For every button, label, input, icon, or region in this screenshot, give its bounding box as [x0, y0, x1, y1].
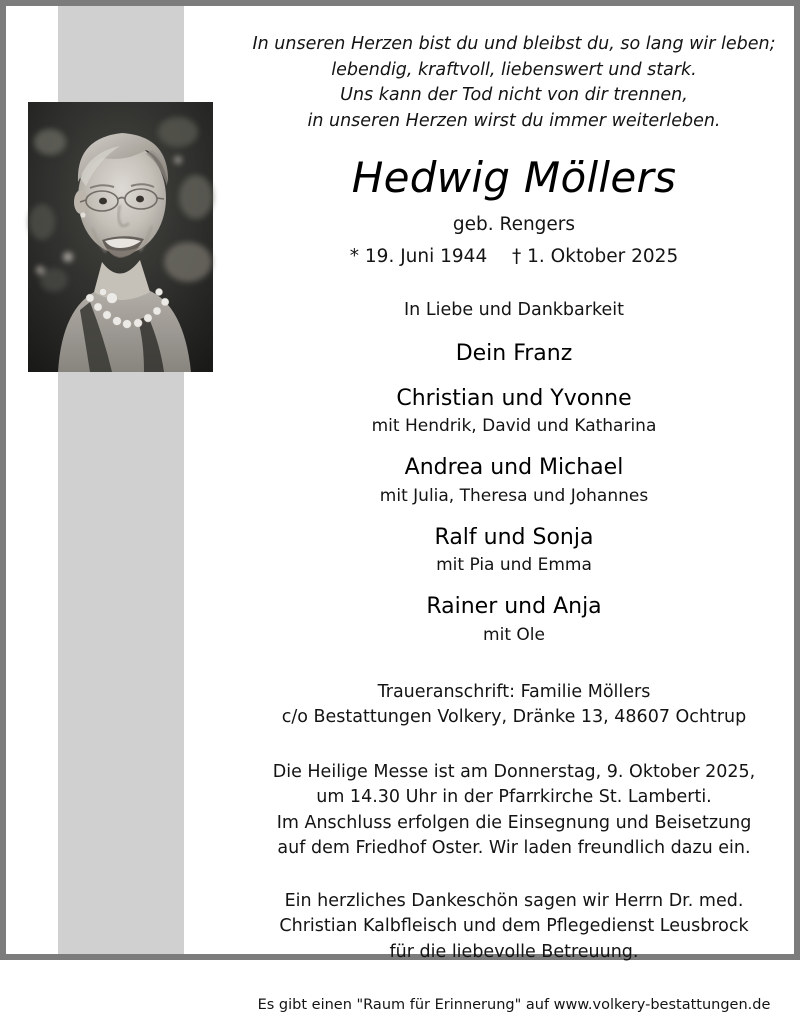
- poem-line-4: in unseren Herzen wirst du immer weiterleben.: [307, 110, 721, 131]
- mourner-group: [238, 454, 790, 507]
- poem-line-3: Uns kann der Tod nicht von dir trennen,: [340, 85, 688, 105]
- birth-date: 19. Juni 1944: [364, 246, 488, 268]
- mourner-group: [238, 385, 790, 438]
- portrait-photo-image: [28, 102, 213, 372]
- address-line-1: Traueranschrift: Familie Möllers: [377, 681, 651, 702]
- service-line-2: um 14.30 Uhr in der Pfarrkirche St. Lamberti.: [316, 787, 712, 808]
- obituary-text-column: [234, 6, 794, 1014]
- poem-line-2: lebendig, kraftvoll, liebenswert und stark.: [331, 59, 697, 80]
- thanks-line-2: Christian Kalbfleisch und dem Pflegedienst Leusbrock: [279, 916, 749, 937]
- address-line-2: c/o Bestattungen Volkery, Dränke 13, 48607 Ochtrup: [281, 706, 747, 727]
- thanks-line-1: Ein herzliches Dankeschön sagen wir Herrn Dr. med.: [284, 890, 744, 911]
- death-date: 1. Oktober 2025: [527, 246, 679, 268]
- mourner-group: [238, 593, 790, 646]
- mourner-primary-names: Rainer und Anja: [426, 594, 602, 620]
- mourner-secondary-names: mit Hendrik, David und Katharina: [371, 416, 657, 437]
- dedication-line: In Liebe und Dankbarkeit: [404, 300, 624, 321]
- funeral-service-block: [238, 760, 790, 862]
- service-line-3: Im Anschluss erfolgen die Einsegnung und Beisetzung: [276, 812, 752, 833]
- thank-you-block: [238, 889, 790, 966]
- mourner-primary-names: Ralf und Sonja: [434, 524, 594, 550]
- death-symbol: †: [512, 246, 522, 268]
- mourner-group: [238, 340, 790, 368]
- mourner-secondary-names: mit Pia und Emma: [436, 555, 592, 576]
- mourner-secondary-names: mit Ole: [483, 624, 545, 645]
- memorial-room-note: Es gibt einen "Raum für Erinnerung" auf www.volkery-bestattungen.de: [257, 997, 771, 1014]
- mourner-primary-names: Andrea und Michael: [404, 455, 624, 481]
- mourner-primary-names: Dein Franz: [455, 341, 573, 367]
- mourner-primary-names: Christian und Yvonne: [396, 385, 632, 411]
- service-line-1: Die Heilige Messe ist am Donnerstag, 9. Oktober 2025,: [272, 761, 756, 782]
- birth-symbol: *: [349, 246, 360, 268]
- mourner-group: [238, 524, 790, 577]
- mourning-address-block: [238, 680, 790, 730]
- service-line-4: auf dem Friedhof Oster. Wir laden freundlich dazu ein.: [277, 838, 751, 859]
- deceased-name: Hedwig Möllers: [351, 153, 677, 202]
- memorial-poem: [238, 32, 790, 134]
- portrait-photo: [28, 102, 213, 372]
- thanks-line-3: für die liebevolle Betreuung.: [389, 941, 639, 962]
- life-dates: [238, 246, 790, 267]
- mourner-secondary-names: mit Julia, Theresa und Johannes: [379, 485, 649, 506]
- poem-line-1: In unseren Herzen bist du und bleibst du, so lang wir leben;: [252, 34, 776, 54]
- mourners-list: [238, 340, 790, 646]
- deceased-maiden-name: geb. Rengers: [452, 214, 576, 236]
